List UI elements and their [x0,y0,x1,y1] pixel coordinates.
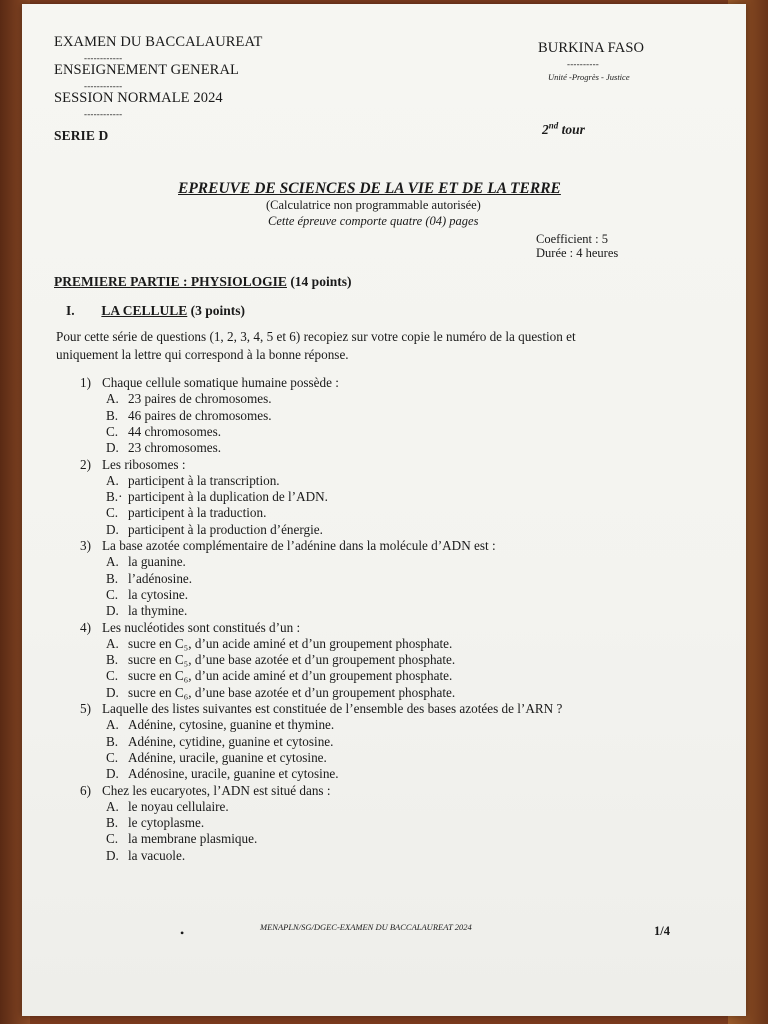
question-text: Laquelle des listes suivantes est constituée de l’ensemble des bases azotées de l’ARN ? [102,701,563,716]
answer-option-letter: B. [106,407,119,423]
answer-option-letter: D. [106,847,119,863]
question-text: Chez les eucaryotes, l’ADN est situé dans : [102,782,331,798]
answer-option-text: l’adénosine. [128,570,193,586]
answer-option-letter: C. [106,749,119,765]
answer-option-letter: A. [106,391,119,407]
answer-option-text: la guanine. [128,554,186,570]
answer-option-letter: C. [106,505,119,521]
exam-title: EPREUVE DE SCIENCES DE LA VIE ET DE LA TERRE [178,180,561,197]
answer-option [106,734,333,750]
question-6 [80,783,331,799]
answer-option-text: la thymine. [128,603,188,619]
answer-option [106,440,221,456]
answer-option [106,424,221,440]
answer-option [106,571,192,587]
header-series: SERIE D [54,128,109,143]
answer-option [106,408,272,424]
answer-option [106,554,186,570]
answer-option-text: sucre en C₆, d’un acide aminé et d’un groupement phosphate. [128,668,453,684]
question-number: 1) [80,375,91,390]
answer-option [106,685,455,701]
answer-option [106,815,204,831]
answer-option-letter: C. [106,668,119,684]
exam-coefficient: Coefficient : 5 [536,232,608,246]
question-text: La base azotée complémentaire de l’adénine dans la molécule d’ADN est : [102,538,496,553]
answer-option-text: 23 chromosomes. [128,440,222,456]
footer-reference: MENAPLN/SG/DGEC-EXAMEN DU BACCALAUREAT 2024 [260,922,472,932]
answer-option-letter: A. [106,472,119,488]
instructions-line-1: Pour cette série de questions (1, 2, 3, 4, 5 et 6) recopiez sur votre copie le numéro de la question et [56,329,576,344]
answer-option-letter: A. [106,635,119,651]
exam-calculator-note: (Calculatrice non programmable autorisée) [266,198,481,212]
answer-option-letter: C. [106,831,119,847]
answer-option-text: Adénine, cytidine, guanine et cytosine. [128,733,334,749]
answer-option [106,766,339,782]
answer-option [106,831,257,847]
answer-option-text: la membrane plasmique. [128,831,258,847]
answer-option-letter: D. [106,684,119,700]
answer-option-text: Adénine, uracile, guanine et cytosine. [128,749,327,765]
answer-option [106,652,455,668]
answer-option-text: 46 paires de chromosomes. [128,407,272,423]
answer-option-letter: B. [106,652,119,668]
answer-option-text: Adénine, cytosine, guanine et thymine. [128,717,335,733]
section-label: LA CELLULE [101,303,188,318]
answer-option-letter: B. [106,815,119,831]
question-number: 4) [80,619,91,635]
header-divider: ------------ [84,81,123,91]
answer-option [106,522,323,538]
answer-option-text: la cytosine. [128,586,189,602]
answer-option-letter: B. [106,570,119,586]
page-number: 1/4 [654,924,670,938]
answer-option-text: participent à la traduction. [128,505,267,521]
answer-option-letter: B.· [106,489,123,505]
answer-option-letter: D. [106,603,119,619]
header-motto: Unité -Progrès - Justice [548,72,630,82]
answer-option-text: sucre en C₆, d’une base azotée et d’un groupement phosphate. [128,684,456,700]
answer-option-letter: A. [106,717,119,733]
answer-option [106,505,266,521]
answer-option [106,717,334,733]
answer-option-text: 23 paires de chromosomes. [128,391,272,407]
footer-bullet: • [180,926,185,940]
answer-option [106,489,328,505]
answer-option-text: 44 chromosomes. [128,423,222,439]
header-divider: ------------ [84,109,123,119]
answer-option [106,636,452,652]
answer-option-letter: B. [106,733,119,749]
answer-option-letter: C. [106,586,119,602]
question-number: 2) [80,456,91,472]
question-text: Les ribosomes : [102,456,186,472]
answer-option [106,587,188,603]
section-points: (3 points) [190,303,246,318]
instructions-line-2: uniquement la lettre qui correspond à la bonne réponse. [56,347,349,362]
exam-paper-sheet [22,4,746,1016]
header-teaching-type: ENSEIGNEMENT GENERAL [54,62,239,78]
question-text: Les nucléotides sont constitués d’un : [102,619,301,635]
section-number: I. [66,303,75,318]
answer-option-letter: C. [106,423,119,439]
answer-option-letter: D. [106,766,119,782]
answer-option-text: Adénosine, uracile, guanine et cytosine. [128,766,339,782]
header-country: BURKINA FASO [538,40,645,56]
answer-option-letter: D. [106,521,119,537]
answer-option-text: le noyau cellulaire. [128,798,229,814]
question-3 [80,538,496,554]
answer-option-text: participent à la transcription. [128,472,280,488]
question-text: Chaque cellule somatique humaine possède : [102,375,339,390]
header-tour-text: 2nd tour [542,120,585,137]
exam-duration: Durée : 4 heures [536,246,619,260]
section-heading [66,303,245,319]
part-label: PREMIERE PARTIE : PHYSIOLOGIE [54,274,287,289]
question-2 [80,457,186,473]
answer-option-text: participent à la duplication de l’ADN. [128,489,328,505]
answer-option [106,603,187,619]
answer-option [106,848,185,864]
answer-option-letter: A. [106,554,119,570]
exam-page-count: Cette épreuve comporte quatre (04) pages [268,214,479,228]
answer-option-text: sucre en C₅, d’une base azotée et d’un groupement phosphate. [128,652,456,668]
question-5 [80,701,562,717]
header-tour [542,120,585,138]
header-divider: ------------ [84,53,123,63]
part-points: (14 points) [290,274,352,289]
answer-option-text: le cytoplasme. [128,815,205,831]
answer-option [106,668,452,684]
answer-option [106,750,327,766]
part-heading [54,274,351,290]
question-1 [80,375,339,391]
header-right-divider: ---------- [567,59,599,69]
question-number: 3) [80,538,91,553]
question-4 [80,620,300,636]
question-number: 6) [80,782,91,798]
header-exam-title: EXAMEN DU BACCALAUREAT [54,34,263,50]
answer-option-letter: D. [106,440,119,456]
answer-option-text: sucre en C₅, d’un acide aminé et d’un groupement phosphate. [128,635,453,651]
question-number: 5) [80,701,91,716]
answer-option-text: la vacuole. [128,847,186,863]
answer-option [106,473,280,489]
answer-option [106,799,229,815]
header-session: SESSION NORMALE 2024 [54,90,223,106]
answer-option [106,391,272,407]
answer-option-letter: A. [106,798,119,814]
answer-option-text: participent à la production d’énergie. [128,521,323,537]
